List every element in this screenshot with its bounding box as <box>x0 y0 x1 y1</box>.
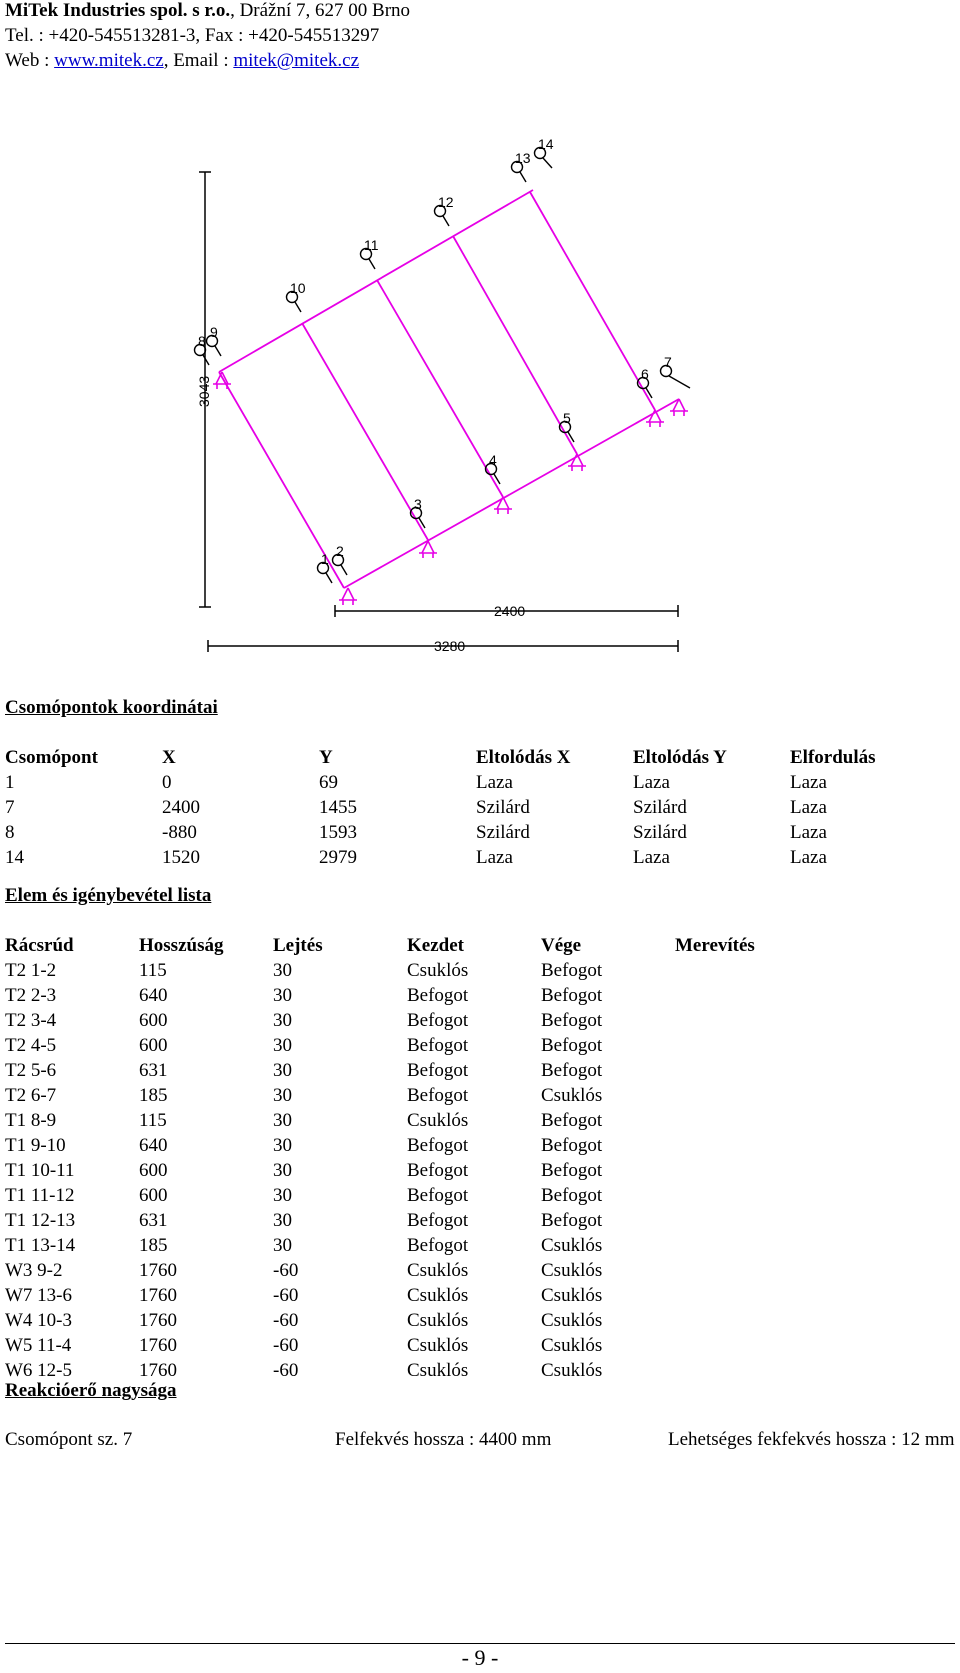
table-row <box>5 1108 835 1133</box>
elements-header-cell: Merevítés <box>675 935 755 956</box>
table-cell: 30 <box>273 1210 292 1231</box>
elements-header-cell: Kezdet <box>407 935 464 956</box>
table-cell: 1455 <box>319 797 357 818</box>
height-dimension-label: 3043 <box>196 375 212 407</box>
table-cell: Csuklós <box>407 1360 469 1381</box>
table-cell: Csuklós <box>541 1310 603 1331</box>
long-dimension-label: 3280 <box>434 638 466 654</box>
table-row <box>5 1033 835 1058</box>
table-cell: Befogot <box>407 1135 469 1156</box>
table-cell: Befogot <box>541 1035 603 1056</box>
table-cell: 30 <box>273 1085 292 1106</box>
table-cell: Csuklós <box>541 1085 603 1106</box>
table-row <box>5 1183 835 1208</box>
table-cell: Laza <box>790 822 827 843</box>
svg-text:12: 12 <box>438 194 454 210</box>
short-dimension-label: 2400 <box>494 603 526 619</box>
table-cell <box>675 1008 835 1033</box>
table-cell: W5 11-4 <box>5 1335 72 1356</box>
table-cell <box>675 1308 835 1333</box>
node-marker <box>512 150 531 182</box>
reaction-node: Csomópont sz. 7 <box>5 1429 133 1450</box>
svg-text:1: 1 <box>321 551 329 567</box>
table-cell: T1 11-12 <box>5 1185 75 1206</box>
table-cell: -60 <box>273 1335 299 1356</box>
phone-line: Tel. : +420-545513281-3, Fax : +420-545513297 <box>5 25 380 46</box>
support-symbol <box>494 497 512 514</box>
table-cell: Laza <box>476 847 513 868</box>
table-cell: 1760 <box>139 1360 177 1381</box>
table-row <box>5 1308 835 1333</box>
table-cell: T2 4-5 <box>5 1035 57 1056</box>
table-cell: 600 <box>139 1185 168 1206</box>
table-cell: 1760 <box>139 1335 177 1356</box>
table-cell: Szilárd <box>633 822 687 843</box>
table-cell: Csuklós <box>407 1285 469 1306</box>
table-row <box>5 1333 835 1358</box>
table-cell: T1 12-13 <box>5 1210 76 1231</box>
table-cell: Befogot <box>541 1135 603 1156</box>
table-row <box>5 1208 835 1233</box>
table-cell: -880 <box>162 822 197 843</box>
table-cell: 7 <box>5 797 15 818</box>
table-row <box>5 1133 835 1158</box>
table-row <box>5 1283 835 1308</box>
table-cell: 2979 <box>319 847 357 868</box>
table-cell <box>675 1108 835 1133</box>
table-cell: Befogot <box>541 1060 603 1081</box>
table-cell: W6 12-5 <box>5 1360 73 1381</box>
table-cell: Szilárd <box>476 797 530 818</box>
table-cell: Laza <box>790 797 827 818</box>
node-marker <box>661 354 691 388</box>
table-cell: -60 <box>273 1310 299 1331</box>
table-cell <box>675 983 835 1008</box>
node-labels <box>195 136 691 583</box>
svg-text:9: 9 <box>210 324 218 340</box>
nodes-header-cell: Y <box>319 747 333 768</box>
table-cell: T2 5-6 <box>5 1060 57 1081</box>
table-cell: 8 <box>5 822 15 843</box>
svg-text:11: 11 <box>364 237 379 253</box>
table-cell: 14 <box>5 847 24 868</box>
table-cell <box>675 1333 835 1358</box>
email-link[interactable]: mitek@mitek.cz <box>233 50 360 71</box>
table-cell <box>675 1058 835 1083</box>
svg-text:3: 3 <box>414 496 422 512</box>
table-cell: 631 <box>139 1060 168 1081</box>
table-cell: 30 <box>273 1060 292 1081</box>
node-marker <box>435 194 454 226</box>
svg-text:10: 10 <box>290 280 306 296</box>
truss-diagram <box>0 0 960 690</box>
page-number: - 9 - <box>461 1645 499 1670</box>
table-cell: 30 <box>273 985 292 1006</box>
table-cell: 631 <box>139 1210 168 1231</box>
web-member <box>453 236 577 454</box>
table-cell: 1520 <box>162 847 200 868</box>
table-cell: 0 <box>162 772 172 793</box>
table-cell: Laza <box>633 772 670 793</box>
table-cell: 600 <box>139 1160 168 1181</box>
svg-text:4: 4 <box>489 452 497 468</box>
table-cell: T2 2-3 <box>5 985 57 1006</box>
elements-header-cell: Rácsrúd <box>5 935 74 956</box>
svg-text:13: 13 <box>515 150 531 166</box>
svg-text:5: 5 <box>563 410 571 426</box>
element-list-table <box>5 933 835 1383</box>
table-cell <box>675 958 835 983</box>
table-row <box>5 983 835 1008</box>
table-cell: Laza <box>790 772 827 793</box>
table-cell: Csuklós <box>407 1260 469 1281</box>
table-cell <box>675 1283 835 1308</box>
table-cell: 185 <box>139 1085 168 1106</box>
table-cell: 600 <box>139 1035 168 1056</box>
table-row <box>5 1083 835 1108</box>
table-cell: Befogot <box>541 1010 603 1031</box>
table-cell: T2 3-4 <box>5 1010 57 1031</box>
table-cell: Befogot <box>407 1010 469 1031</box>
company-address: , Drážní 7, 627 00 Brno <box>230 0 411 21</box>
table-row <box>5 820 910 845</box>
table-cell: Szilárd <box>633 797 687 818</box>
node-marker <box>318 551 333 583</box>
email-label: , Email : <box>163 50 234 71</box>
table-cell: Csuklós <box>541 1260 603 1281</box>
web-member <box>377 280 503 497</box>
table-cell: 640 <box>139 985 168 1006</box>
bearing-length: Felfekvés hossza : 4400 mm <box>335 1429 552 1450</box>
node-marker <box>535 136 554 168</box>
table-cell: Befogot <box>407 1060 469 1081</box>
table-cell: 30 <box>273 960 292 981</box>
nodes-header-cell: Eltolódás Y <box>633 747 727 768</box>
table-cell: Csuklós <box>541 1285 603 1306</box>
table-row <box>5 795 910 820</box>
table-cell: Befogot <box>407 985 469 1006</box>
support-symbol <box>339 588 357 605</box>
table-cell: -60 <box>273 1260 299 1281</box>
table-cell: 115 <box>139 1110 167 1131</box>
table-row <box>5 1258 835 1283</box>
table-cell: Befogot <box>541 1160 603 1181</box>
table-cell: 640 <box>139 1135 168 1156</box>
bottom-chord <box>344 399 679 588</box>
table-cell: Befogot <box>407 1160 469 1181</box>
table-cell: T1 10-11 <box>5 1160 75 1181</box>
table-cell <box>675 1183 835 1208</box>
node-marker <box>361 237 379 269</box>
reaction-section-title: Reakcióerő nagysága <box>5 1380 177 1401</box>
table-cell <box>675 1133 835 1158</box>
web-member <box>530 192 655 410</box>
table-cell <box>675 1033 835 1058</box>
table-cell: 2400 <box>162 797 200 818</box>
elements-header-row <box>5 933 835 958</box>
table-row <box>5 770 910 795</box>
svg-text:14: 14 <box>538 136 554 152</box>
table-cell: 69 <box>319 772 338 793</box>
table-row <box>5 1058 835 1083</box>
table-row <box>5 1158 835 1183</box>
nodes-header-cell: Eltolódás X <box>476 747 571 768</box>
table-cell: T2 1-2 <box>5 960 57 981</box>
table-cell: 1 <box>5 772 15 793</box>
company-name: MiTek Industries spol. s r.o. <box>5 0 231 21</box>
dimension-lines <box>196 172 678 654</box>
table-cell <box>675 1258 835 1283</box>
table-cell: 1760 <box>139 1260 177 1281</box>
table-cell: 1760 <box>139 1310 177 1331</box>
table-row <box>5 1008 835 1033</box>
table-cell: Befogot <box>541 985 603 1006</box>
table-cell: W3 9-2 <box>5 1260 63 1281</box>
elements-header-cell: Lejtés <box>273 935 323 956</box>
table-cell: Csuklós <box>407 1335 469 1356</box>
truss-members <box>219 190 679 588</box>
table-cell: Csuklós <box>541 1360 603 1381</box>
table-cell <box>675 1208 835 1233</box>
top-chord <box>219 190 533 372</box>
table-cell: 185 <box>139 1235 168 1256</box>
nodes-header-row <box>5 745 910 770</box>
svg-text:2: 2 <box>336 543 344 559</box>
table-row <box>5 1233 835 1258</box>
table-cell <box>675 1158 835 1183</box>
table-cell: Befogot <box>407 1210 469 1231</box>
table-cell: Befogot <box>541 1210 603 1231</box>
web-link[interactable]: www.mitek.cz <box>54 50 164 71</box>
table-cell: T2 6-7 <box>5 1085 57 1106</box>
nodes-header-cell: Elfordulás <box>790 747 876 768</box>
table-cell: 30 <box>273 1160 292 1181</box>
table-cell: T1 8-9 <box>5 1110 57 1131</box>
table-cell <box>675 1233 835 1258</box>
possible-bearing-length: Lehetséges fekfekvés hossza : 12 mm <box>668 1429 955 1450</box>
table-cell: Befogot <box>541 960 603 981</box>
web-member <box>302 323 428 540</box>
table-cell: Befogot <box>407 1085 469 1106</box>
table-row <box>5 845 910 870</box>
table-cell: Befogot <box>541 1185 603 1206</box>
nodes-header-cell: Csomópont <box>5 747 98 768</box>
node-coordinates-table <box>5 745 910 870</box>
table-cell: 30 <box>273 1185 292 1206</box>
table-cell: -60 <box>273 1360 299 1381</box>
table-cell: W7 13-6 <box>5 1285 73 1306</box>
svg-text:8: 8 <box>198 333 206 349</box>
table-cell: 30 <box>273 1035 292 1056</box>
table-cell: Befogot <box>407 1235 469 1256</box>
table-cell: T1 13-14 <box>5 1235 76 1256</box>
table-cell: Szilárd <box>476 822 530 843</box>
table-cell: Laza <box>633 847 670 868</box>
table-cell: 1760 <box>139 1285 177 1306</box>
table-cell: 115 <box>139 960 167 981</box>
table-cell: 30 <box>273 1235 292 1256</box>
svg-text:7: 7 <box>664 354 672 370</box>
table-cell: Csuklós <box>407 1310 469 1331</box>
nodes-section-title: Csomópontok koordinátai <box>5 697 218 718</box>
table-cell: 30 <box>273 1010 292 1031</box>
table-cell: Befogot <box>541 1110 603 1131</box>
table-row <box>5 958 835 983</box>
table-cell: Csuklós <box>407 1110 469 1131</box>
table-cell <box>675 1358 835 1383</box>
node-marker <box>207 324 222 356</box>
table-cell: Befogot <box>407 1185 469 1206</box>
table-cell: 30 <box>273 1110 292 1131</box>
node-marker <box>287 280 306 312</box>
table-cell: Csuklós <box>541 1335 603 1356</box>
table-cell: 1593 <box>319 822 357 843</box>
table-cell: Befogot <box>407 1035 469 1056</box>
table-cell: 600 <box>139 1010 168 1031</box>
table-cell: Csuklós <box>407 960 469 981</box>
table-cell: Laza <box>476 772 513 793</box>
elements-header-cell: Hosszúság <box>139 935 224 956</box>
svg-text:6: 6 <box>641 366 649 382</box>
elements-header-cell: Vége <box>541 935 582 956</box>
nodes-header-cell: X <box>162 747 176 768</box>
table-cell: W4 10-3 <box>5 1310 73 1331</box>
table-cell: T1 9-10 <box>5 1135 66 1156</box>
elements-section-title: Elem és igénybevétel lista <box>5 885 212 906</box>
table-cell: Csuklós <box>541 1235 603 1256</box>
table-cell <box>675 1083 835 1108</box>
web-label: Web : <box>5 50 55 71</box>
table-cell: -60 <box>273 1285 299 1306</box>
table-cell: 30 <box>273 1135 292 1156</box>
table-cell: Laza <box>790 847 827 868</box>
